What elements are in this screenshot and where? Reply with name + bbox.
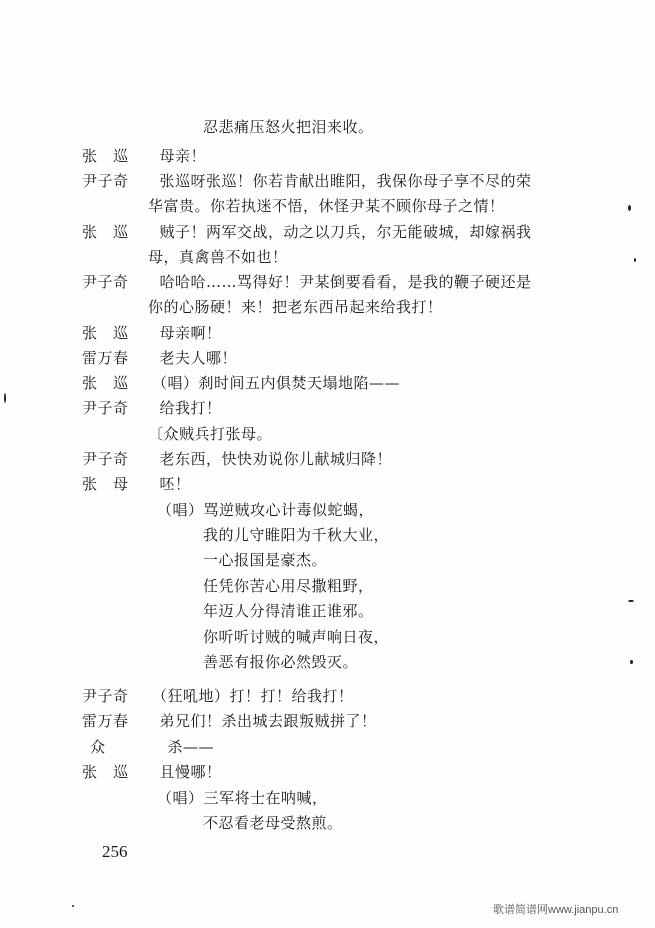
scan-speck (634, 258, 636, 262)
text-line: 张 巡 母亲！ (82, 147, 207, 165)
verse-line: 任凭你苦心用尽撒粗野， (203, 577, 374, 595)
text-line: 张 巡 （唱）刹时间五内俱焚天塌地陷—— (82, 374, 401, 392)
verse-line: 你听听讨贼的喊声响日夜， (203, 628, 390, 646)
text-line: 张 巡 母亲啊！ (82, 324, 222, 342)
verse-line: （唱）三军将士在呐喊， (157, 789, 328, 807)
verse-line: 一心报国是豪杰。 (203, 551, 328, 569)
text-line: 你的心肠硬！来！把老东西吊起来给我打！ (148, 298, 443, 316)
verse-line: 善恶有报你必然毁灭。 (203, 653, 359, 671)
verse-line: 不忍看老母受熬煎。 (203, 814, 343, 832)
verse-line: （唱）骂逆贼攻心计毒似蛇蝎， (157, 501, 375, 519)
scan-speck (72, 905, 74, 907)
text-line: 忍悲痛压怒火把泪来收。 (203, 118, 374, 136)
text-line: 尹子奇 张巡呀张巡！你若肯献出睢阳，我保你母子享不尽的荣 (82, 172, 532, 190)
text-line: 尹子奇 （狂吼地）打！打！给我打！ (82, 687, 354, 705)
verse-line: 我的儿守睢阳为千秋大业， (203, 526, 390, 544)
text-line: 尹子奇 哈哈哈……骂得好！尹某倒要看看，是我的鞭子硬还是 (82, 273, 532, 291)
page-number: 256 (102, 842, 128, 861)
text-line: 雷万春 弟兄们！杀出城去跟叛贼拼了！ (82, 712, 377, 730)
scan-speck (628, 205, 631, 211)
scan-speck (4, 393, 6, 403)
text-line: 张 母 呸！ (82, 475, 191, 493)
scan-speck (630, 660, 633, 664)
text-line: 张 巡 且慢哪！ (82, 763, 222, 781)
text-line: 雷万春 老夫人哪！ (82, 349, 238, 367)
text-line: 尹子奇 给我打！ (82, 399, 222, 417)
text-line: 华富贵。你若执迷不悟，休怪尹某不顾你母子之情！ (148, 197, 505, 215)
text-line: 母，真禽兽不如也！ (148, 248, 288, 266)
text-line: 尹子奇 老东西，快快劝说你儿献城归降！ (82, 450, 393, 468)
watermark: 歌谱简谱网www.jianpu.cn (493, 904, 619, 916)
text-line: 张 巡 贼子！两军交战，动之以刀兵，尔无能破城，却嫁祸我 (82, 223, 532, 241)
stage-direction: 〔众贼兵打张母。 (148, 425, 273, 443)
verse-line: 年迈人分得清谁正谁邪。 (203, 602, 374, 620)
scan-speck (628, 600, 634, 602)
text-line: 众 杀—— (90, 738, 215, 756)
